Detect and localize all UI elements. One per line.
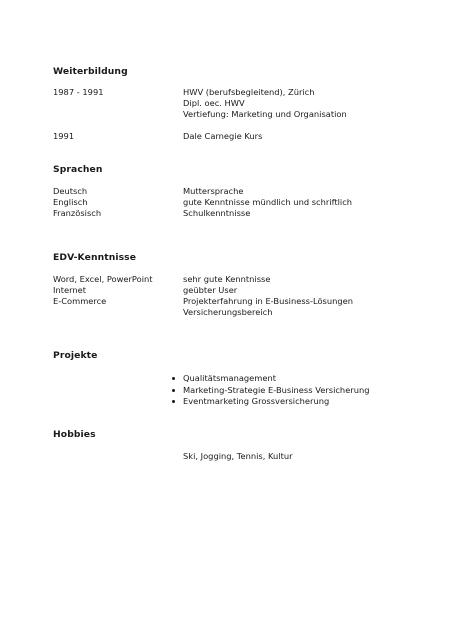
- section-heading-sprachen: Sprachen: [53, 164, 103, 175]
- hobbies-text: Ski, Jogging, Tennis, Kultur: [183, 451, 293, 461]
- weiterbildung-period-1: 1987 - 1991: [53, 87, 104, 97]
- bullet-icon: [172, 400, 175, 403]
- weiterbildung-period-2: 1991: [53, 131, 75, 141]
- projekt-item-label: Qualitätsmanagement: [183, 373, 276, 383]
- weiterbildung-detail-1a: HWV (berufsbegleitend), Zürich: [183, 87, 315, 97]
- edv-level-2: geübter User: [183, 285, 238, 295]
- sprache-name-2: Englisch: [53, 197, 88, 207]
- section-heading-hobbies: Hobbies: [53, 429, 96, 440]
- projekt-item-label: Marketing-Strategie E-Business Versicherung: [183, 384, 370, 395]
- projekte-list: [172, 373, 370, 408]
- projekt-item: [172, 396, 370, 408]
- edv-level-1: sehr gute Kenntnisse: [183, 274, 271, 284]
- edv-level-3: Projekterfahrung in E-Business-Lösungen: [183, 296, 353, 306]
- section-heading-projekte: Projekte: [53, 350, 98, 361]
- sprache-name-1: Deutsch: [53, 186, 88, 196]
- projekt-item-label: Eventmarketing Grossversicherung: [183, 396, 330, 406]
- projekt-item: [172, 373, 370, 385]
- edv-skill-3: E-Commerce: [53, 296, 107, 306]
- edv-skill-2: Internet: [53, 285, 86, 295]
- edv-skill-1: Word, Excel, PowerPoint: [53, 274, 153, 284]
- sprache-level-2: gute Kenntnisse mündlich und schriftlich: [183, 197, 353, 207]
- edv-level-3-continued: Versicherungsbereich: [183, 307, 273, 317]
- sprache-level-1: Muttersprache: [183, 186, 244, 196]
- bullet-icon: [172, 389, 175, 392]
- bullet-icon: [172, 377, 175, 380]
- weiterbildung-detail-1c: Vertiefung: Marketing und Organisation: [183, 109, 347, 119]
- weiterbildung-detail-2: Dale Carnegie Kurs: [183, 131, 263, 141]
- projekt-item: [172, 385, 370, 397]
- section-heading-edv: EDV-Kenntnisse: [53, 252, 137, 263]
- weiterbildung-detail-1b: Dipl. oec. HWV: [183, 98, 245, 108]
- sprache-name-3: Französisch: [53, 208, 102, 218]
- sprache-level-3: Schulkenntnisse: [183, 208, 251, 218]
- section-heading-weiterbildung: Weiterbildung: [53, 66, 128, 77]
